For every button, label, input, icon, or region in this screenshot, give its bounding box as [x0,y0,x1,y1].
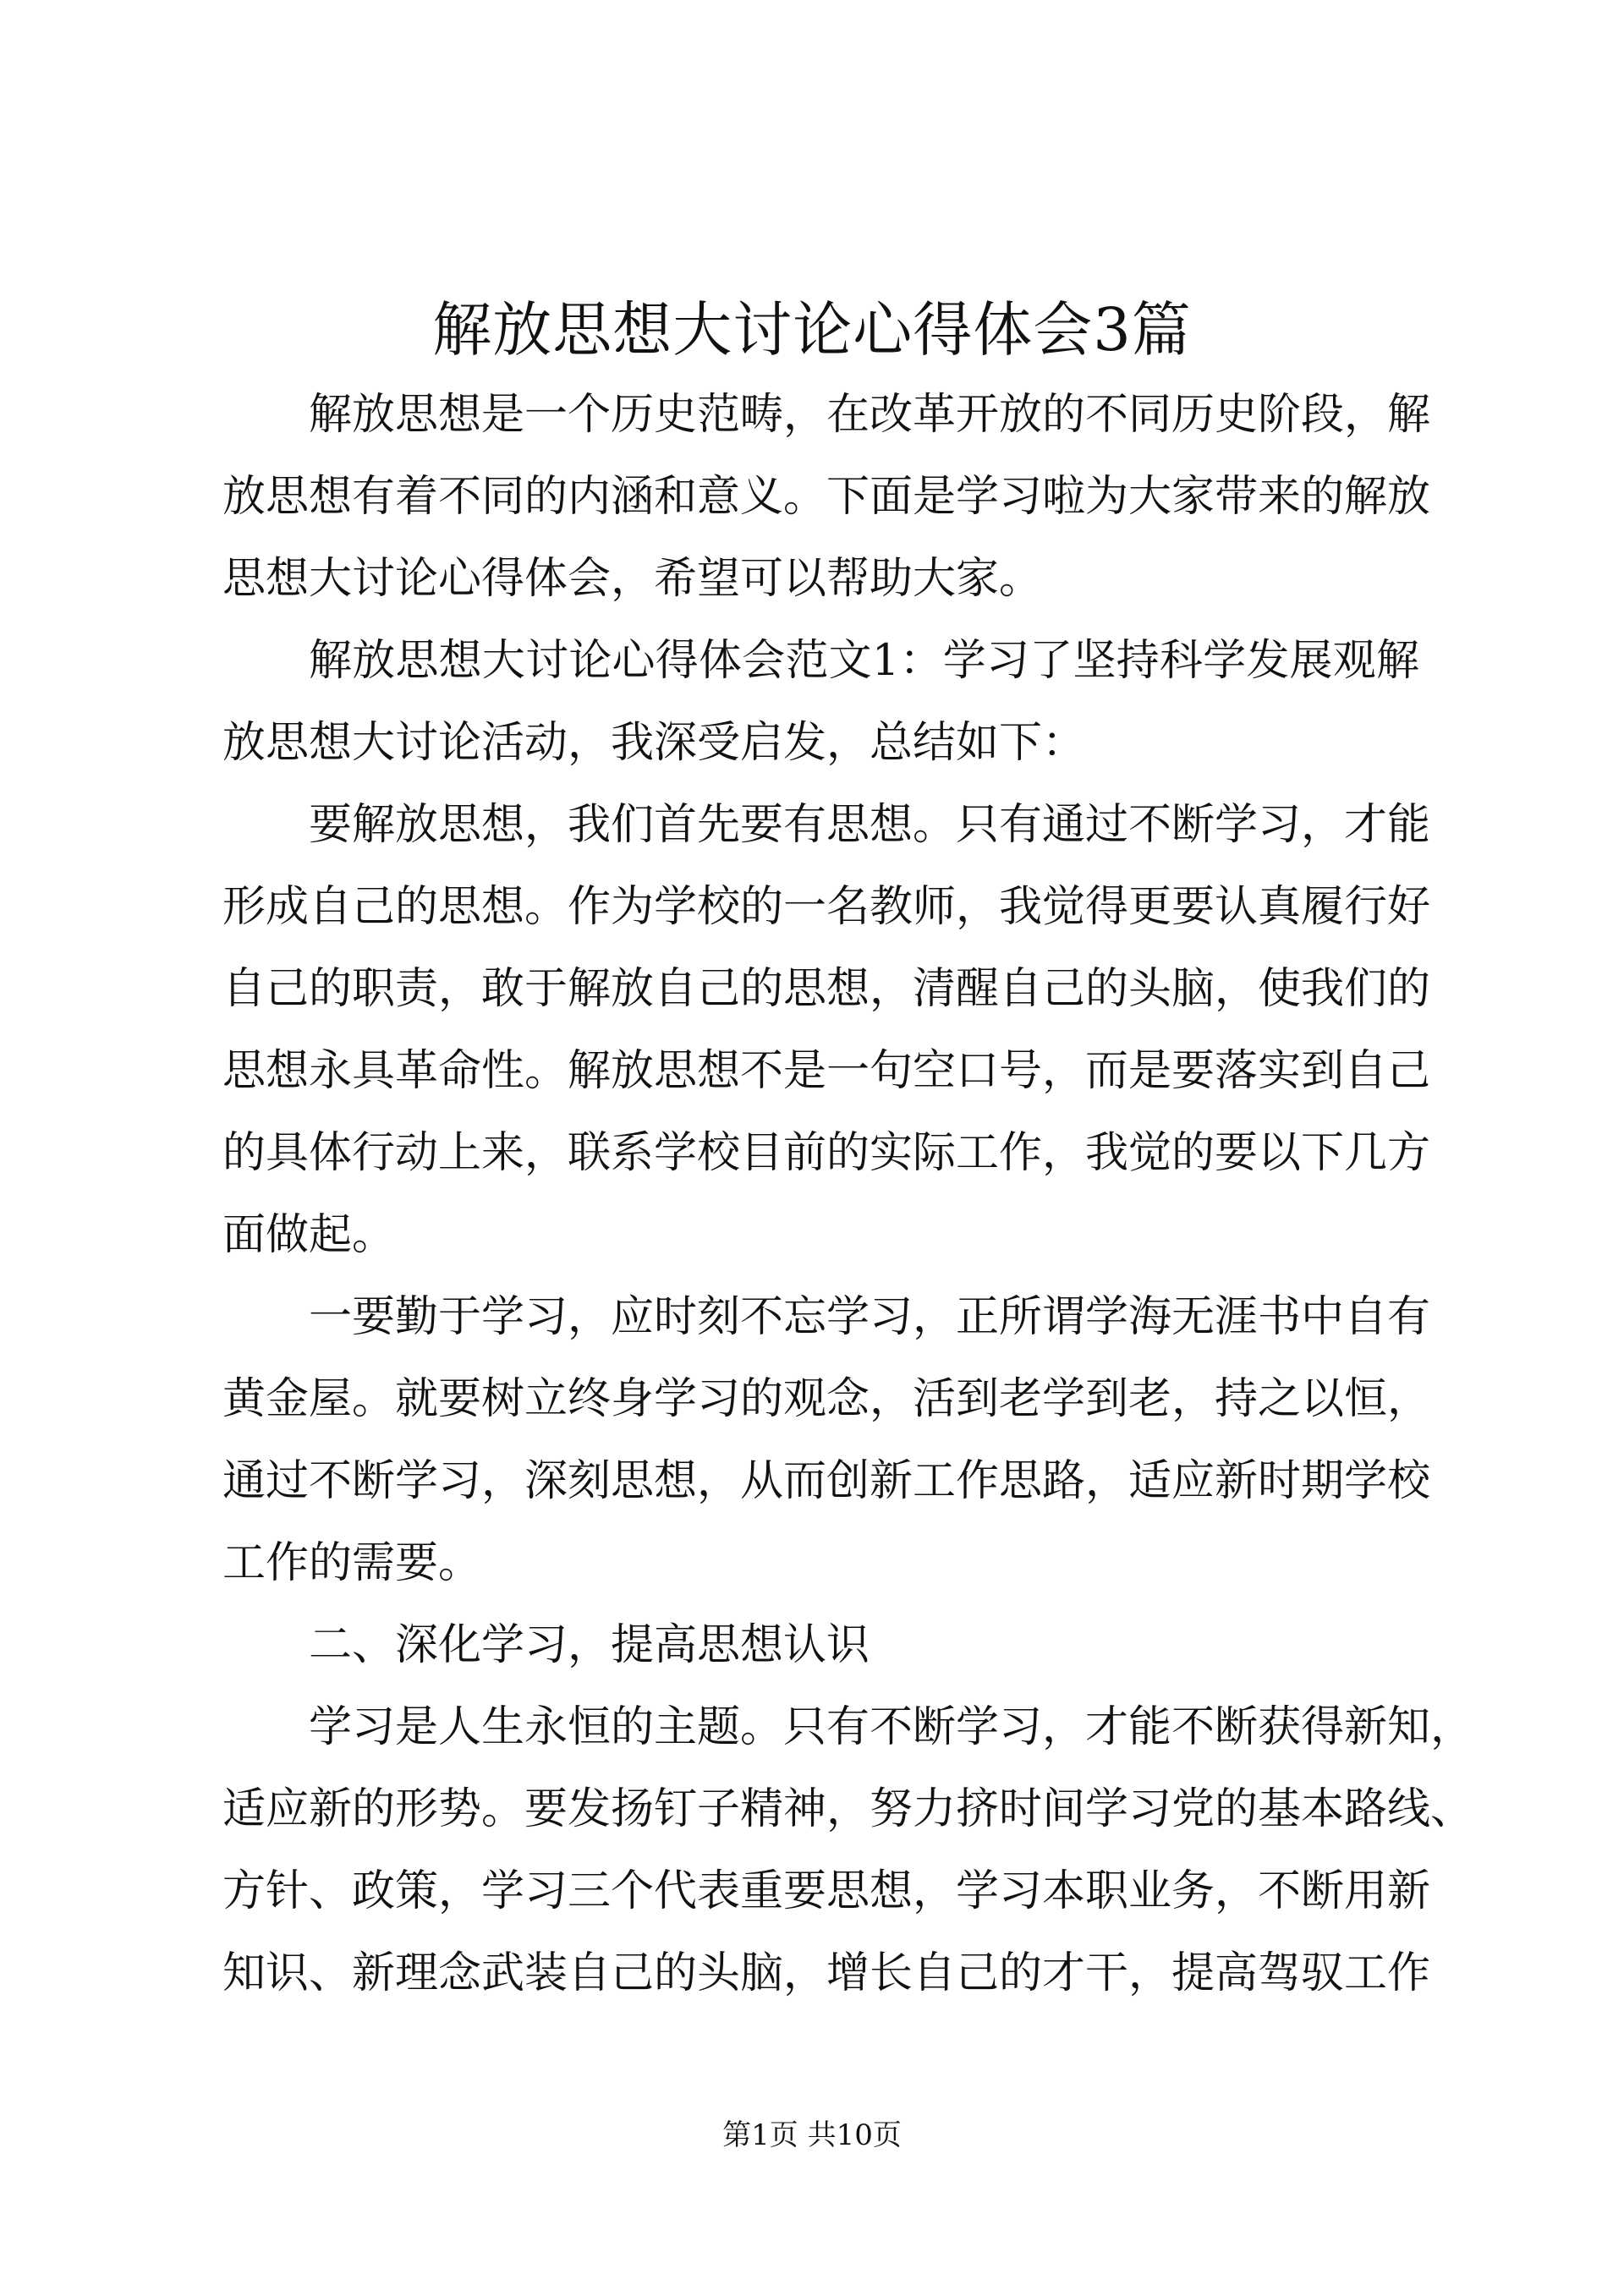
text-line: 形成自己的思想。作为学校的一名教师，我觉得更要认真履行好 [222,882,1431,932]
text-line: 思想永具革命性。解放思想不是一句空口号，而是要落实到自己 [222,1046,1431,1096]
paragraph [222,374,1431,620]
text-line: 自己的职责，敢于解放自己的思想，清醒自己的头脑，使我们的 [222,964,1431,1014]
text-line: 放思想有着不同的内涵和意义。下面是学习啦为大家带来的解放 [222,472,1431,522]
document-title: 解放思想大讨论心得体会3篇 [432,295,1192,364]
text-line: 工作的需要。 [222,1538,482,1588]
text-line: 面做起。 [222,1210,396,1260]
text-line: 解放思想是一个历史范畴，在改革开放的不同历史阶段，解 [309,390,1431,440]
text-line: 要解放思想，我们首先要有思想。只有通过不断学习，才能 [309,800,1431,850]
text-line: 黄金屋。就要树立终身学习的观念，活到老学到老，持之以恒， [222,1374,1431,1424]
page-footer: 第1页 共10页 [722,2118,902,2152]
text-line: 通过不断学习，深刻思想，从而创新工作思路，适应新时期学校 [222,1456,1431,1506]
paragraph [222,784,1431,1276]
text-line: 放思想大讨论活动，我深受启发，总结如下： [222,718,1086,768]
paragraph [222,620,1419,784]
text-line: 学习是人生永恒的主题。只有不断学习，才能不断获得新知， [309,1702,1474,1752]
text-line: 一要勤于学习，应时刻不忘学习，正所谓学海无涯书中自有 [309,1292,1431,1342]
text-line: 二、深化学习，提高思想认识 [309,1620,870,1670]
text-line: 的具体行动上来，联系学校目前的实际工作，我觉的要以下几方 [222,1128,1431,1178]
paragraph [222,1276,1431,1604]
paragraph [222,1604,1419,1686]
paragraph [222,1686,1474,2014]
document-body [222,374,1474,2014]
text-line: 方针、政策，学习三个代表重要思想，学习本职业务，不断用新 [222,1866,1431,1916]
text-line: 解放思想大讨论心得体会范文1：学习了坚持科学发展观解 [309,636,1419,686]
text-line: 适应新的形势。要发扬钉子精神，努力挤时间学习党的基本路线、 [222,1784,1474,1834]
text-line: 思想大讨论心得体会，希望可以帮助大家。 [222,554,1043,604]
text-line: 知识、新理念武装自己的头脑，增长自己的才干，提高驾驭工作 [222,1948,1431,1998]
